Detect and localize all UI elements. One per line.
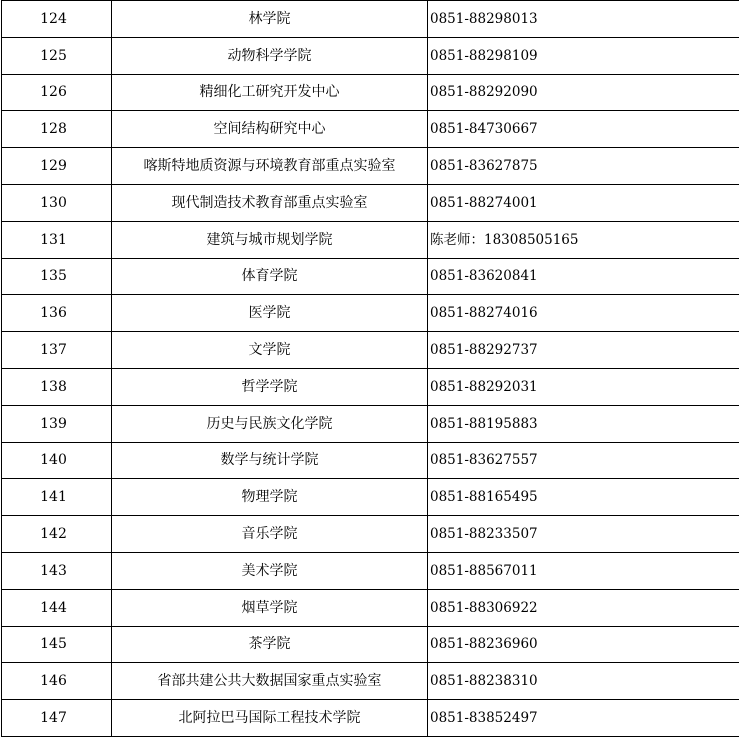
row-number-cell: 139: [2, 405, 112, 442]
phone-cell: 0851-83620841: [428, 258, 739, 295]
row-number-cell: 126: [2, 74, 112, 111]
table-row: [2, 1, 739, 38]
phone-cell: 0851-88233507: [428, 516, 739, 553]
phone-cell: 0851-83852497: [428, 700, 739, 737]
unit-name-cell: 动物科学学院: [112, 37, 428, 74]
unit-name-cell: 喀斯特地质资源与环境教育部重点实验室: [112, 148, 428, 185]
table-row: [2, 700, 739, 737]
unit-name-cell: 精细化工研究开发中心: [112, 74, 428, 111]
unit-name-cell: 省部共建公共大数据国家重点实验室: [112, 663, 428, 700]
table-row: [2, 479, 739, 516]
row-number-cell: 124: [2, 1, 112, 38]
phone-cell: 0851-88195883: [428, 405, 739, 442]
table-row: [2, 626, 739, 663]
unit-name-cell: 建筑与城市规划学院: [112, 221, 428, 258]
phone-cell: 0851-88298109: [428, 37, 739, 74]
phone-cell: 0851-88306922: [428, 589, 739, 626]
phone-cell: 陈老师：18308505165: [428, 221, 739, 258]
table-row: [2, 663, 739, 700]
phone-cell: 0851-88292031: [428, 368, 739, 405]
table-row: [2, 405, 739, 442]
unit-name-cell: 北阿拉巴马国际工程技术学院: [112, 700, 428, 737]
table-row: [2, 368, 739, 405]
unit-name-cell: 音乐学院: [112, 516, 428, 553]
row-number-cell: 131: [2, 221, 112, 258]
unit-name-cell: 美术学院: [112, 552, 428, 589]
row-number-cell: 137: [2, 332, 112, 369]
table-row: [2, 184, 739, 221]
row-number-cell: 135: [2, 258, 112, 295]
unit-name-cell: 林学院: [112, 1, 428, 38]
phone-cell: 0851-88567011: [428, 552, 739, 589]
unit-name-cell: 体育学院: [112, 258, 428, 295]
table-row: [2, 442, 739, 479]
phone-cell: 0851-88298013: [428, 1, 739, 38]
row-number-cell: 141: [2, 479, 112, 516]
phone-cell: 0851-88238310: [428, 663, 739, 700]
unit-name-cell: 物理学院: [112, 479, 428, 516]
phone-cell: 0851-88292737: [428, 332, 739, 369]
unit-name-cell: 医学院: [112, 295, 428, 332]
unit-name-cell: 数学与统计学院: [112, 442, 428, 479]
phone-cell: 0851-88165495: [428, 479, 739, 516]
unit-name-cell: 茶学院: [112, 626, 428, 663]
row-number-cell: 145: [2, 626, 112, 663]
row-number-cell: 130: [2, 184, 112, 221]
table-row: [2, 332, 739, 369]
row-number-cell: 140: [2, 442, 112, 479]
table-row: [2, 516, 739, 553]
row-number-cell: 147: [2, 700, 112, 737]
unit-name-cell: 现代制造技术教育部重点实验室: [112, 184, 428, 221]
phone-cell: 0851-88236960: [428, 626, 739, 663]
phone-cell: 0851-83627875: [428, 148, 739, 185]
phone-cell: 0851-88292090: [428, 74, 739, 111]
phone-cell: 0851-88274016: [428, 295, 739, 332]
row-number-cell: 144: [2, 589, 112, 626]
row-number-cell: 136: [2, 295, 112, 332]
unit-name-cell: 空间结构研究中心: [112, 111, 428, 148]
table-row: [2, 74, 739, 111]
unit-name-cell: 文学院: [112, 332, 428, 369]
phone-cell: 0851-84730667: [428, 111, 739, 148]
row-number-cell: 125: [2, 37, 112, 74]
table-row: [2, 111, 739, 148]
unit-name-cell: 烟草学院: [112, 589, 428, 626]
contact-table-body: [2, 1, 739, 737]
row-number-cell: 129: [2, 148, 112, 185]
row-number-cell: 142: [2, 516, 112, 553]
table-row: [2, 221, 739, 258]
row-number-cell: 128: [2, 111, 112, 148]
table-row: [2, 552, 739, 589]
unit-name-cell: 历史与民族文化学院: [112, 405, 428, 442]
table-row: [2, 148, 739, 185]
table-row: [2, 258, 739, 295]
phone-cell: 0851-83627557: [428, 442, 739, 479]
phone-cell: 0851-88274001: [428, 184, 739, 221]
row-number-cell: 146: [2, 663, 112, 700]
row-number-cell: 138: [2, 368, 112, 405]
row-number-cell: 143: [2, 552, 112, 589]
table-row: [2, 37, 739, 74]
table-row: [2, 589, 739, 626]
contact-table: [1, 0, 739, 737]
unit-name-cell: 哲学学院: [112, 368, 428, 405]
table-row: [2, 295, 739, 332]
